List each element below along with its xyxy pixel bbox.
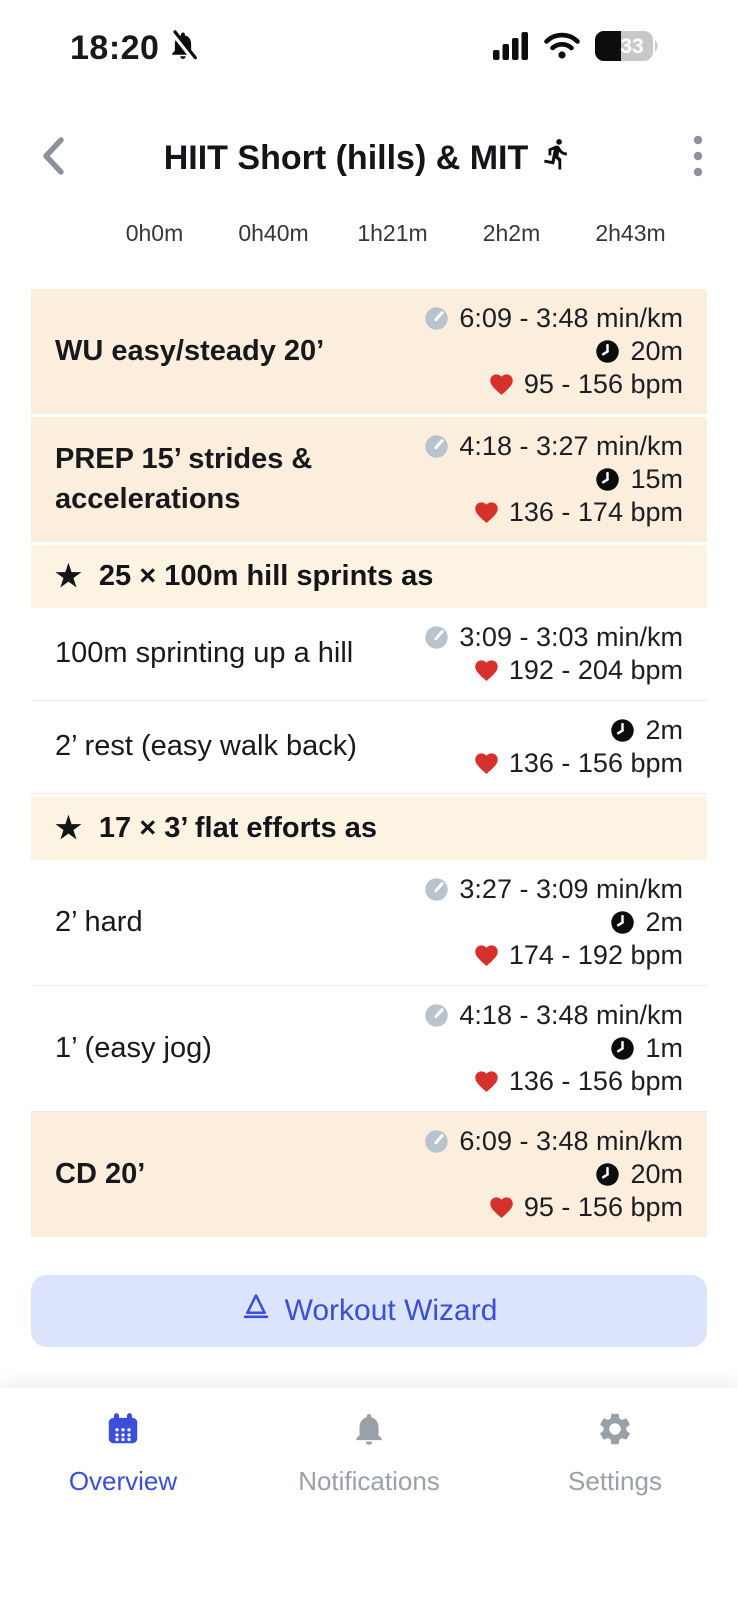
pace-gauge-icon: [423, 305, 450, 332]
repeat-group-header: [31, 797, 707, 860]
calendar-icon: [104, 1410, 142, 1448]
pace-value: 3:09 - 3:03 min/km: [459, 622, 683, 652]
group-title: 25 × 100m hill sprints as: [98, 560, 434, 592]
workout-step-row: [31, 417, 707, 542]
wizard-hat-icon: [241, 1292, 271, 1330]
duration-clock-icon: [594, 1161, 621, 1188]
timeline-tick: 2h43m: [595, 220, 666, 246]
heart-rate-icon: [473, 499, 500, 526]
pace-value: 6:09 - 3:48 min/km: [459, 303, 683, 333]
star-icon: ★: [55, 559, 82, 593]
step-title: PREP 15’ strides & accelerations: [55, 443, 313, 515]
pace-gauge-icon: [423, 624, 450, 651]
repeat-group-header: [31, 545, 707, 608]
step-title: CD 20’: [55, 1157, 146, 1190]
more-options-button[interactable]: [644, 132, 704, 185]
nav-item-notifications[interactable]: [246, 1410, 492, 1600]
back-button[interactable]: [34, 128, 94, 189]
workout-step-row: [31, 1112, 707, 1237]
workout-timeline-scale: [95, 220, 690, 247]
workout-step-row: [31, 701, 707, 794]
star-icon: ★: [55, 811, 82, 845]
heart-rate-value: 192 - 204 bpm: [508, 655, 683, 685]
duration-value: 15m: [630, 464, 683, 494]
duration-value: 2m: [645, 907, 683, 937]
step-title: 100m sprinting up a hill: [55, 637, 354, 670]
nav-label: Settings: [568, 1466, 662, 1496]
heart-rate-icon: [488, 1194, 515, 1221]
heart-rate-value: 136 - 174 bpm: [508, 497, 683, 527]
pace-value: 3:27 - 3:09 min/km: [459, 874, 683, 904]
workout-steps-list: [31, 289, 707, 1237]
workout-step-row: [31, 289, 707, 414]
heart-rate-value: 95 - 156 bpm: [523, 1192, 683, 1222]
heart-rate-icon: [473, 750, 500, 777]
pace-gauge-icon: [423, 433, 450, 460]
workout-wizard-button[interactable]: [31, 1275, 707, 1347]
wifi-icon: [544, 32, 580, 64]
page-title-text: HIIT Short (hills) & MIT: [163, 138, 529, 177]
workout-step-row: [31, 860, 707, 986]
step-title: 1’ (easy jog): [55, 1031, 212, 1064]
wizard-button-label: Workout Wizard: [284, 1294, 498, 1327]
pace-value: 4:18 - 3:27 min/km: [459, 431, 683, 461]
step-title: 2’ rest (easy walk back): [55, 730, 357, 763]
chevron-left-icon: [34, 128, 74, 189]
bell-icon: [350, 1410, 388, 1448]
duration-clock-icon: [609, 1035, 636, 1062]
pace-value: 4:18 - 3:48 min/km: [459, 1000, 683, 1030]
heart-rate-value: 174 - 192 bpm: [508, 940, 683, 970]
nav-label: Notifications: [298, 1466, 440, 1496]
battery-icon: [595, 30, 661, 67]
timeline-tick: 1h21m: [357, 220, 428, 246]
pace-gauge-icon: [423, 876, 450, 903]
notifications-muted-icon: [168, 30, 198, 67]
nav-item-overview[interactable]: [0, 1410, 246, 1600]
kebab-menu-icon: [692, 132, 704, 185]
heart-rate-value: 136 - 156 bpm: [508, 1066, 683, 1096]
workout-step-row: [31, 986, 707, 1112]
duration-value: 20m: [630, 336, 683, 366]
status-bar: [0, 0, 738, 70]
nav-item-settings[interactable]: [492, 1410, 738, 1600]
pace-value: 6:09 - 3:48 min/km: [459, 1126, 683, 1156]
heart-rate-icon: [473, 657, 500, 684]
step-title: WU easy/steady 20’: [55, 334, 325, 367]
duration-clock-icon: [609, 717, 636, 744]
pace-gauge-icon: [423, 1002, 450, 1029]
signal-strength-icon: [493, 32, 529, 65]
runner-icon: [540, 137, 574, 180]
battery-percent-text: 33: [620, 34, 644, 58]
page-title: [94, 137, 644, 180]
pace-gauge-icon: [423, 1128, 450, 1155]
nav-label: Overview: [68, 1466, 178, 1496]
timeline-tick: 0h0m: [125, 220, 184, 246]
duration-clock-icon: [609, 909, 636, 936]
gear-icon: [596, 1410, 634, 1448]
heart-rate-value: 136 - 156 bpm: [508, 748, 683, 778]
heart-rate-icon: [488, 371, 515, 398]
heart-rate-icon: [473, 942, 500, 969]
bottom-navigation: [0, 1388, 738, 1600]
app-header: [0, 130, 738, 186]
heart-rate-icon: [473, 1068, 500, 1095]
group-title: 17 × 3’ flat efforts as: [98, 812, 377, 844]
duration-value: 1m: [645, 1033, 683, 1063]
workout-step-row: [31, 608, 707, 701]
duration-value: 2m: [645, 715, 683, 745]
timeline-tick: 2h2m: [482, 220, 541, 246]
duration-clock-icon: [594, 466, 621, 493]
duration-clock-icon: [594, 338, 621, 365]
step-title: 2’ hard: [55, 905, 143, 938]
timeline-tick: 0h40m: [238, 220, 309, 246]
status-time: 18:20: [70, 28, 160, 67]
heart-rate-value: 95 - 156 bpm: [523, 369, 683, 399]
duration-value: 20m: [630, 1159, 683, 1189]
